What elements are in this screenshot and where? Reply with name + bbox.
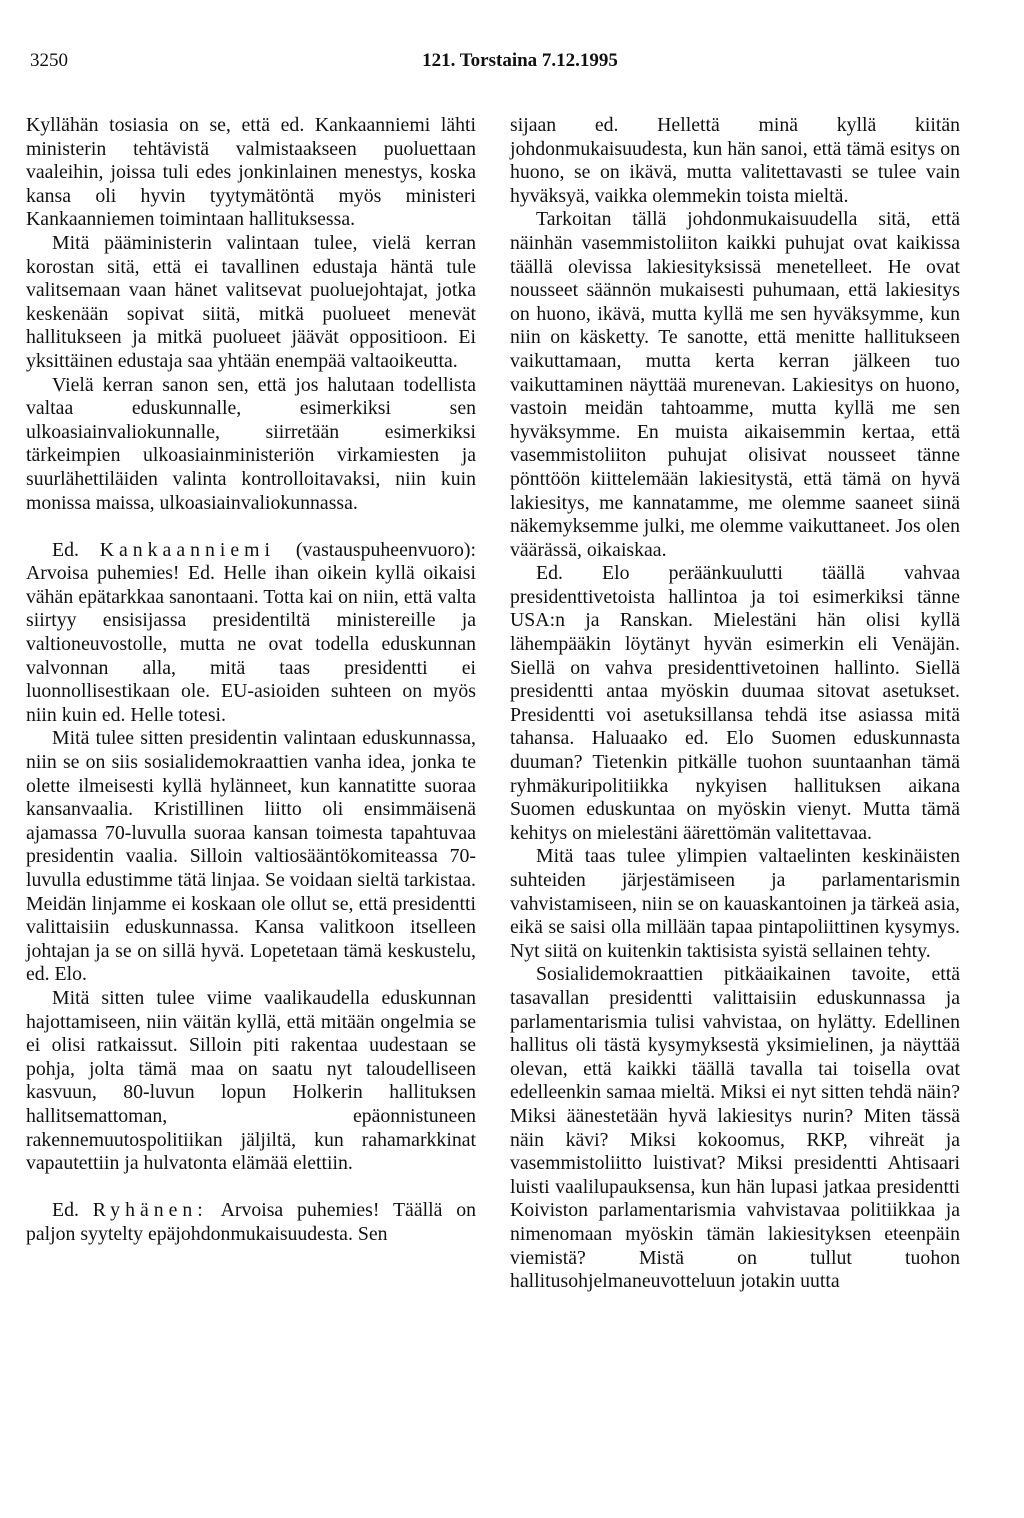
speaker-prefix: Ed. <box>52 1199 79 1222</box>
paragraph: Mitä taas tulee ylimpien valtaelinten keskinäisten suhteiden järjestämiseen ja parlamentarismin vahvistamiseen, niin se on kauaskantoinen ja tärkeä asia, eikä se saisi olla millään tapaa pintapoliittinen kysymys. Nyt siitä on kuitenkin taktisista syistä sellainen tehty. <box>510 845 960 962</box>
paragraph: sijaan ed. Hellettä minä kyllä kiitän johdonmukaisuudesta, kun hän sanoi, että tämä esitys on huono, se on ikävä, mutta valitettavasti se tulee vain hyväksyä, vaikka olemmekin toista mieltä. <box>510 114 960 207</box>
right-column <box>510 114 960 1294</box>
paragraph: Ed. Elo peräänkuulutti täällä vahvaa presidenttivetoista hallintoa ja toi esimerkiksi tänne USA:n ja Ranskan. Mielestäni hän olisi kyllä lähempääkin löytänyt hyvän esimerkin eli Venäjän. Siellä on vahva presidenttivetoinen hallinto. Siellä presidentti antaa myöskin duumaa sitovat asetukset. Presidentti voi asetuksillansa tehdä itse asiassa mitä tahansa. Haluaako ed. Elo Suomen eduskunnasta duuman? Tietenkin pitkälle tuohon suuntaanhan tämä ryhmäkuripolitiikka nykyisen hallituksen aikana Suomen eduskuntaa on myöskin vienyt. Mutta tämä kehitys on mielestäni äärettömän valitettavaa. <box>510 562 960 844</box>
left-column <box>26 114 476 1247</box>
speaker-name: Kankaanniemi <box>99 538 276 561</box>
paragraph: Mitä sitten tulee viime vaalikaudella eduskunnan hajottamiseen, niin väitän kyllä, että mitään ongelmia se ei olisi ratkaissut. Silloin piti rakentaa uudestaan se pohja, jolta tämä maa on saatu nyt taloudelliseen kasvuun, 80-luvun lopun Holkerin hallituksen hallitsemattoman, epäonnistuneen rakennemuutospolitiikan jäljiltä, kun rahamarkkinat vapautettiin ja hulvatonta elämää elettiin. <box>26 986 476 1175</box>
page-number: 3250 <box>30 50 68 71</box>
speech-text: (vastauspuheenvuoro): Arvoisa puhemies! Ed. Helle ihan oikein kyllä oikaisi vähän epätarkkaa sanontaani. Totta kai on niin, että valta siirtyy ensisijassa presidentiltä ministereille ja valtioneuvostolle, mutta ne ovat todella eduskunnan valvonnan alla, mitä taas presidentti ei luonnollisestikaan ole. EU-asioiden suhteen on myös niin kuin ed. Helle totesi. <box>26 538 476 726</box>
speaker-name: Ryhänen: <box>92 1199 208 1222</box>
paragraph: Kyllähän tosiasia on se, että ed. Kankaanniemi lähti ministerin tehtävistä valmistaakseen puoluettaan vaaleihin, joissa tuli edes jonkinlainen menestys, koska kansa oli hyvin tyytymätöntä myös ministeri Kankaanniemen toimintaan hallituksessa. <box>26 114 476 231</box>
paragraph: Sosialidemokraattien pitkäaikainen tavoite, että tasavallan presidentti valittaisiin eduskunnassa ja parlamentarismia tulisi vahvistaa, on hylätty. Edellinen hallitus oli tästä kysymyksestä yksimielinen, ja näyttää olevan, että kaikki täällä tavalla tai toisella ovat edelleenkin samaa mieltä. Miksi ei nyt sitten tehdä näin? Miksi äänestetään hyvä lakiesitys nurin? Miten tässä näin kävi? Miksi kokoomus, RKP, vihreät ja vasemmistoliitto luistivat? Miksi presidentti Ahtisaari luisti vaalilupauksensa, kun hän lupasi jatkaa presidentti Koiviston parlamentarismia vahvistavaa politiikkaa ja nimenomaan myöskin tämän lakiesityksen eteenpäin viemistä? Mistä on tullut tuohon hallitusohjelmaneuvotteluun jotakin uutta <box>510 963 960 1293</box>
speech-text: Arvoisa puhemies! Täällä on paljon syytelty epäjohdonmukaisuudesta. Sen <box>26 1199 476 1245</box>
speaker-prefix: Ed. <box>52 538 79 561</box>
paragraph: Mitä tulee sitten presidentin valintaan eduskunnassa, niin se on siis sosialidemokraattien vanha idea, jonka te olette ilmeisesti kyllä hylänneet, kun kannatitte suoraa kansanvaalia. Kristillinen liitto oli ensimmäisenä ajamassa 70-luvulla suoraa kansan toimesta tapahtuvaa presidentin vaalia. Silloin valtiosääntökomiteassa 70-luvulla edustimme tätä linjaa. Se voidaan sieltä tarkistaa. Meidän linjamme ei koskaan ole ollut se, että presidentti valittaisiin eduskunnassa. Kansa valitkoon itselleen johtajan ja se on sillä hyvä. Lopetetaan tämä keskustelu, ed. Elo. <box>26 727 476 986</box>
page-header <box>30 50 960 80</box>
running-title: 121. Torstaina 7.12.1995 <box>422 50 618 71</box>
speaker-paragraph <box>26 1199 476 1246</box>
paragraph: Tarkoitan tällä johdonmukaisuudella sitä, että näinhän vasemmistoliiton kaikki puhujat ovat kaikissa täällä olevissa lakiesityksissä menetelleet. He ovat nousseet säännön mukaisesti puhumaan, että lakiesitys on huono, ikävä, mutta kyllä me sen hyväksymme, kun niin on käsketty. Te sanotte, että menitte hallitukseen vaikuttamaan, mutta kerta kerran jälkeen tuo vaikuttaminen näyttää murenevan. Lakiesitys on huono, vastoin meidän tahtoamme, mutta kyllä me sen hyväksymme. En muista aikaisemmin kertaa, että vasemmistoliiton puhujat olisivat nousseet tänne pönttöön kiittelemään lakiesitystä, että tämä on hyvä lakiesitys, me kannatamme, me olemme saaneet siinä näkemyksemme julki, me olemme vaikuttaneet. Jos olen väärässä, oikaiskaa. <box>510 208 960 561</box>
paragraph: Mitä pääministerin valintaan tulee, vielä kerran korostan sitä, että ei tavallinen edustaja häntä tule valitsemaan vaan hänet valitsevat puoluejohtajat, jotka keskenään sopivat siitä, mitkä puolueet menevät hallitukseen ja mitkä puolueet jäävät oppositioon. Ei yksittäinen edustaja saa yhtään enempää valtaoikeutta. <box>26 231 476 372</box>
paragraph: Vielä kerran sanon sen, että jos halutaan todellista valtaa eduskunnalle, esimerkiksi sen ulkoasiainvaliokunnalle, siirretään esimerkiksi tärkeimpien ulkoasiainministeriön virkamiesten ja suurlähettiläiden valinta kontrolloitavaksi, niin kuin monissa maissa, ulkoasiainvaliokunnassa. <box>26 373 476 514</box>
speaker-paragraph <box>26 539 476 728</box>
